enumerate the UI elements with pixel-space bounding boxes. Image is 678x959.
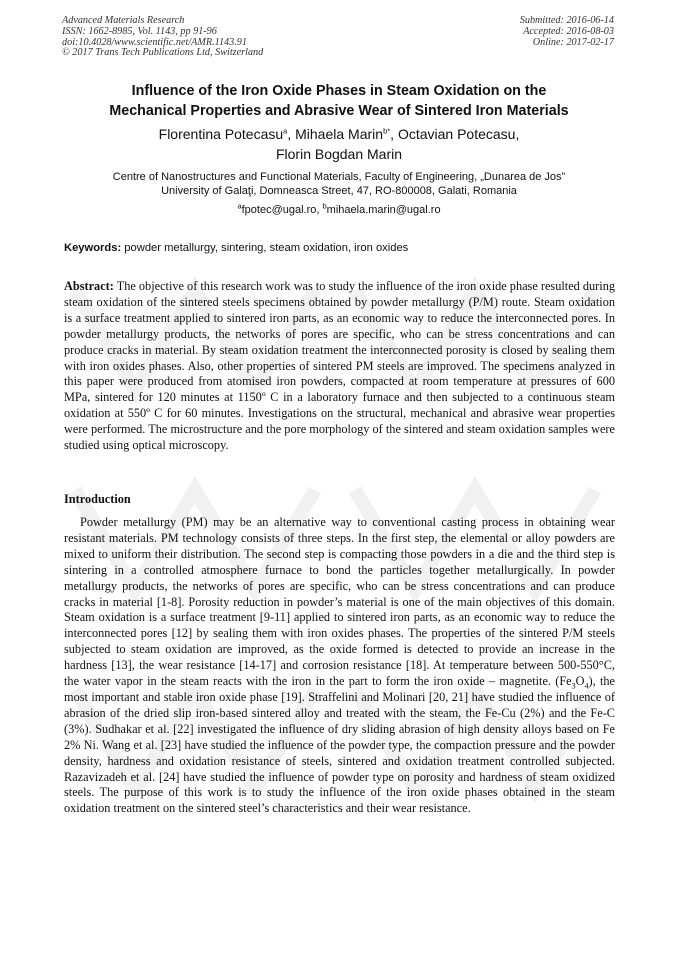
paper-title [60,82,618,121]
email-mark-a: a [237,201,242,211]
author-separator: , [390,126,398,142]
introduction-paragraph [64,515,615,817]
author-1-affil-mark: a [283,126,288,136]
keywords-text: powder metallurgy, sintering, steam oxidation, iron oxides [121,242,409,254]
authors-line-1 [60,125,618,145]
abstract [64,279,615,454]
introduction-heading: Introduction [64,492,131,506]
abstract-label: Abstract: [64,279,114,293]
affiliation-line-1: Centre of Nanostructures and Functional Materials, Faculty of Engineering, „Dunarea de Jos” [112,171,566,183]
intro-text-part-2: ), the most important and stable iron oxide phase [19]. Straffelini and Molinari [20, 21] have studied the influence of abrasion of the dried slip iron-based sintered alloy and treated with the steam, the Fe-Cu (2%) and the Fe-C (3%). Sudhakar et al. [22] investigated the influence of dry sliding abrasion of high density alloys based on Fe 2% Ni. Wang et al. [23] have studied the influence of the powder type, the compaction pressure and the powder density, hardness and oxidation resistance of steels, sintered and oxidation treatment controlled subjected. Razavizadeh et al. [24] have studied the influence of powder type on porosity and hardness of steam oxidized steels. The purpose of this work is to study the influence of the iron oxide phases obtained in the steam oxidation treatment on the sintered steel’s characteristics and their wear resistance. [64,674,615,816]
title-line-1: Influence of the Iron Oxide Phases in Steam Oxidation on the [131,83,547,99]
author-separator: , [287,126,296,142]
author-3: Octavian Potecasu, [397,126,520,142]
submitted-date: Submitted: 2016-06-14 [519,15,614,26]
formula-oxygen: O [575,674,585,689]
journal-name: Advanced Materials Research [62,15,185,26]
issn-line: ISSN: 1662-8985, Vol. 1143, pp 91-96 [62,25,217,37]
affiliation-line-2: University of Galaţi, Domneasca Street, 47, RO-800008, Galati, Romania [161,185,517,197]
author-2: Mihaela Marin [295,126,384,142]
formula-subscript-fe: 3 [571,681,576,691]
author-list [60,125,618,164]
submission-dates [520,16,614,48]
author-1: Florentina Potecasu [158,126,284,142]
doi-line: doi:10.4028/www.scientific.net/AMR.1143.91 [62,36,247,48]
keywords-label: Keywords: [64,242,122,254]
author-2-affil-mark: b* [383,126,391,136]
intro-text-part-1: Powder metallurgy (PM) may be an alternative way to conventional casting process in obtaining wear resistant materials. PM technology consists of three steps. In the first step, the elemental or alloy powders are mixed to uniform their distribution. The second step is compacting those powders in a die and the third step is sintering in a controlled atmosphere furnace to bond the particles together metallurgically. In powder metallurgy products, the networks of pores are specific, who can be stress concentrations and can produce cracks in material [1-8]. Porosity reduction in powder’s material is one of the main objectives of this domain. Steam oxidation is a surface treatment [9-11] applied to sintered iron parts, as an economic way to reduce the interconnected pores [12] by sealing them with iron oxides phases. The properties of the sintered P/M steels subjected to steam oxidation are improved, as the oxide formed is detected to provide an increase in the hardness [13], the wear resistance [14-17] and corrosion resistance [18]. At temperature between 500-550°C, the water vapor in the steam reacts with the iron in the part to form the iron oxide – magnetite. (Fe [64,515,615,689]
author-emails [60,201,618,216]
accepted-date: Accepted: 2016-08-03 [523,25,614,37]
abstract-text: The objective of this research work was to study the influence of the iron oxide phase resulted during steam oxidation of the sintered steels specimens obtained by powder metallurgy (P/M) route. Steam oxidation is a surface treatment applied to sintered iron parts, as an economic way to reduce the interconnected pores. In powder metallurgy products, the networks of pores are specific, who can be stress concentrations and can produce cracks in material. By steam oxidation treatment the interconnected porosity is closed by sealing them with iron oxides phases. Also, other properties of sintered PM steels are improved. The specimens analyzed in this paper were produced from atomised iron powders, compacted at room temperature at pressures of 600 MPa, sintered for 120 minutes at 1150º C in a laboratory furnace and then subjected to a continuous steam oxidation at 550º C for 60 minutes. Investigations on the structural, mechanical and abrasive wear properties were performed. The microstructure and the pore morphology of the sintered and steam oxidation samples were studied using optical microscopy. [64,279,615,453]
online-date: Online: 2017-02-17 [532,36,614,48]
author-4: Florin Bogdan Marin [275,145,403,162]
copyright-line: © 2017 Trans Tech Publications Ltd, Switzerland [62,47,264,59]
email-b[interactable]: mihaela.marin@ugal.ro [326,204,441,216]
journal-info [62,16,263,59]
title-line-2: Mechanical Properties and Abrasive Wear of Sintered Iron Materials [109,102,569,119]
affiliation [60,170,618,198]
formula-subscript-o: 4 [584,681,589,691]
keywords [64,242,616,254]
email-mark-b: b [322,201,327,211]
email-a[interactable]: fpotec@ugal.ro, [241,204,323,216]
